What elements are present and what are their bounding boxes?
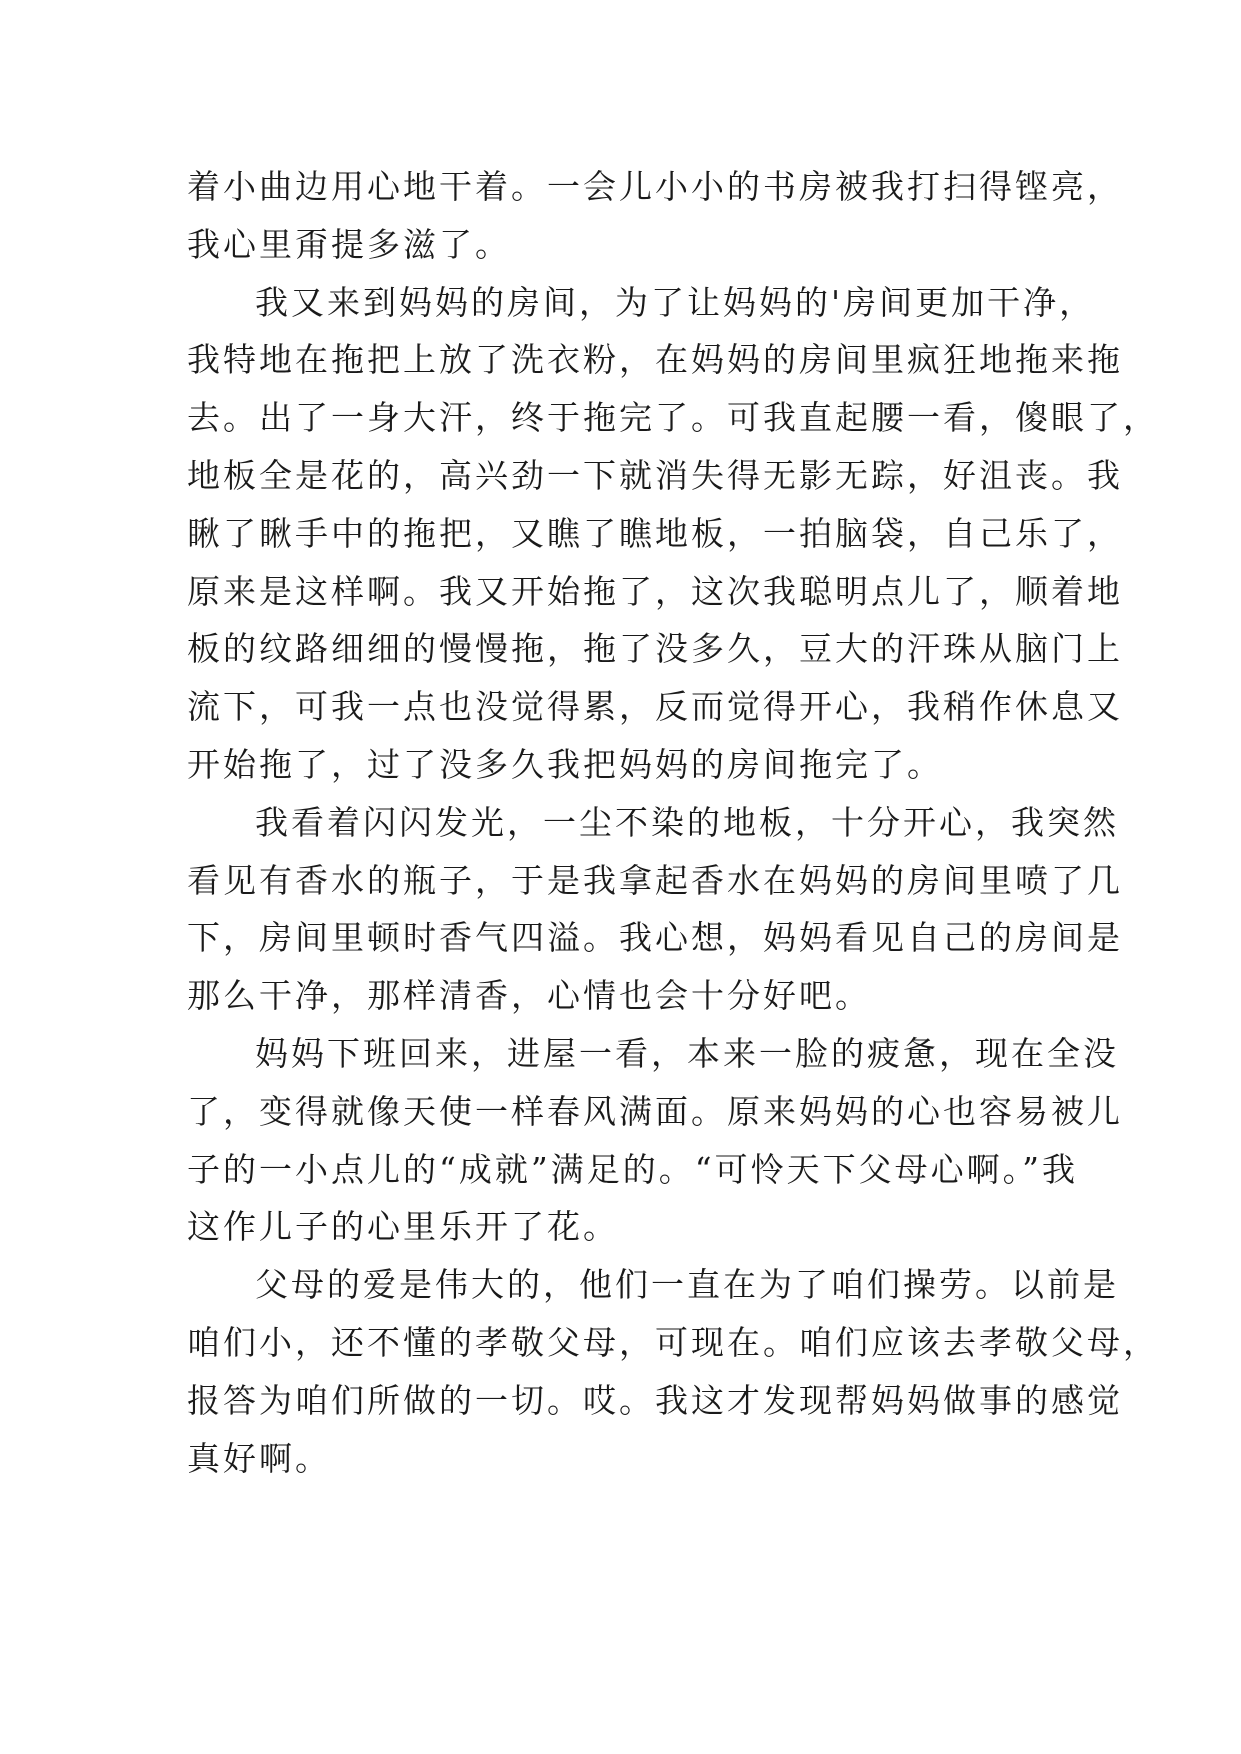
text-line: 咱们小，还不懂的孝敬父母，可现在。咱们应该去孝敬父母，: [187, 1322, 1159, 1362]
document-body: [187, 158, 1159, 1487]
text-line: 妈妈下班回来，进屋一看，本来一脸的疲惫，现在全没: [255, 1033, 1119, 1073]
text-line: 着小曲边用心地干着。一会儿小小的书房被我打扫得铿亮，: [187, 167, 1123, 206]
text-line: 我看着闪闪发光，一尘不染的地板，十分开心，我突然: [255, 802, 1119, 842]
text-line: 流下，可我一点也没觉得累，反而觉得开心，我稍作休息又: [187, 687, 1123, 727]
paragraph: [187, 274, 1159, 794]
text-line: 我又来到妈妈的房间，为了让妈妈的'房间更加干净，: [255, 282, 1096, 322]
text-line: 开始拖了，过了没多久我把妈妈的房间拖完了。: [187, 744, 943, 784]
text-line: 下，房间里顿时香气四溢。我心想，妈妈看见自己的房间是: [187, 918, 1123, 958]
text-line: 那么干净，那样清香，心情也会十分好吧。: [187, 976, 871, 1016]
text-line: 瞅了瞅手中的拖把，又瞧了瞧地板，一拍脑袋，自己乐了，: [187, 513, 1123, 553]
text-line: 了，变得就像天使一样春风满面。原来妈妈的心也容易被儿: [187, 1091, 1123, 1131]
text-line: 我心里甭提多滋了。: [187, 224, 511, 264]
text-line: 去。出了一身大汗，终于拖完了。可我直起腰一看，傻眼了，: [187, 398, 1159, 438]
text-line: 我特地在拖把上放了洗衣粉，在妈妈的房间里疯狂地拖来拖: [187, 340, 1123, 380]
text-line: 原来是这样啊。我又开始拖了，这次我聪明点儿了，顺着地: [187, 571, 1123, 611]
text-line: 父母的爱是伟大的，他们一直在为了咱们操劳。以前是: [255, 1265, 1119, 1305]
paragraph: [187, 1256, 1159, 1487]
text-line: 地板全是花的，高兴劲一下就消失得无影无踪，好沮丧。我: [187, 455, 1123, 495]
text-line: 真好啊。: [187, 1438, 331, 1478]
text-line: 板的纹路细细的慢慢拖，拖了没多久，豆大的汗珠从脑门上: [187, 629, 1123, 669]
paragraph: [187, 1025, 1123, 1256]
text-line: 看见有香水的瓶子，于是我拿起香水在妈妈的房间里喷了几: [187, 860, 1123, 900]
text-line: 这作儿子的心里乐开了花。: [187, 1207, 619, 1247]
paragraph: [187, 794, 1123, 1025]
text-line: 子的一小点儿的“成就”满足的。“可怜天下父母心啊。”我: [187, 1149, 1078, 1189]
paragraph: [187, 158, 1123, 274]
text-line: 报答为咱们所做的一切。哎。我这才发现帮妈妈做事的感觉: [187, 1380, 1123, 1420]
